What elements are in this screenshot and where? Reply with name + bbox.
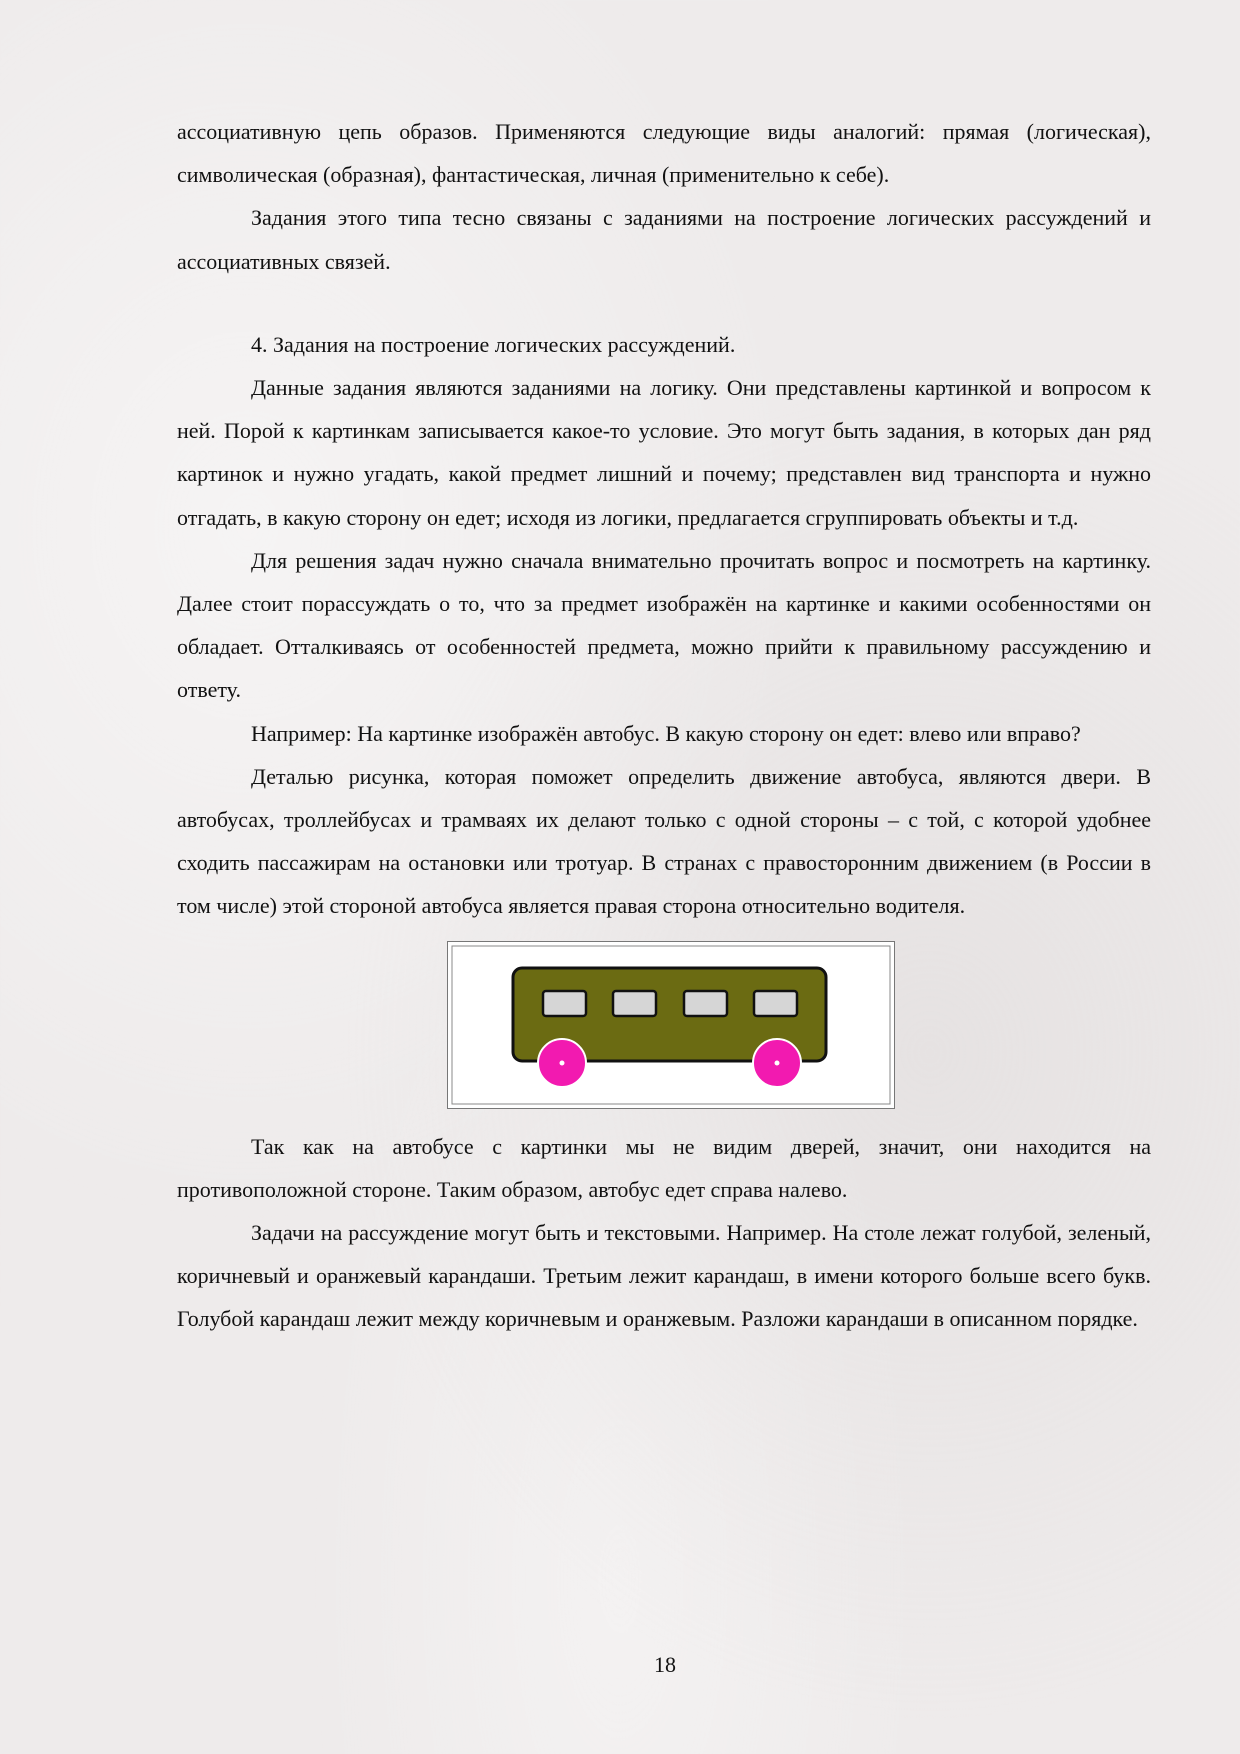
bus-window <box>754 991 797 1016</box>
paragraph-doors: Деталью рисунка, которая поможет определить движение автобуса, являются двери. В автобусах, троллейбусах и трамваях их делают только с одной стороны – с той, с которой удобнее сходить пассажирам на остановки или тротуар. В странах с правосторонним движением (в России в том числе) этой стороной автобуса является правая сторона относительно водителя. <box>177 763 1151 919</box>
paragraph-logic-tasks: Данные задания являются заданиями на логику. Они представлены картинкой и вопросом к ней. Порой к картинкам записывается какое-то условие. Это могут быть задания, в которых дан ряд картинок и нужно угадать, какой предмет лишний и почему; представлен вид транспорта и нужно отгадать, в какую сторону он едет; исходя из логики, предлагается сгруппировать объекты и т.д. <box>177 375 1151 530</box>
section-heading: 4. Задания на построение логических рассуждений. <box>251 331 736 357</box>
bus-window <box>543 991 586 1016</box>
paragraph-conclusion: Так как на автобусе с картинки мы не видим дверей, значит, они находится на противоположной стороне. Таким образом, автобус едет справа налево. <box>177 1133 1151 1202</box>
bus-wheel-hub <box>560 1060 565 1065</box>
paragraph-example: Например: На картинке изображён автобус. В какую сторону он едет: влево или вправо? <box>251 720 1081 746</box>
paragraph-text-tasks: Задачи на рассуждение могут быть и текстовыми. Например. На столе лежат голубой, зеленый, коричневый и оранжевый карандаши. Третьим лежит карандаш, в имени которого больше всего букв. Голубой карандаш лежит между коричневым и оранжевым. Разложи карандаши в описанном порядке. <box>177 1220 1151 1332</box>
document-page <box>177 110 1151 1341</box>
paragraph-task-type: Задания этого типа тесно связаны с заданиями на построение логических рассуждений и ассоциативных связей. <box>177 205 1151 274</box>
bus-window <box>684 991 727 1016</box>
spacer <box>177 283 1151 323</box>
bus-window <box>613 991 656 1016</box>
bus-icon <box>447 941 895 1109</box>
bus-wheel-hub <box>775 1060 780 1065</box>
paragraph-analogies: ассоциативную цепь образов. Применяются следующие виды аналогий: прямая (логическая), символическая (образная), фантастическая, личная (применительно к себе). <box>177 119 1151 188</box>
paragraph-solving: Для решения задач нужно сначала внимательно прочитать вопрос и посмотреть на картинку. Далее стоит порассуждать о то, что за предмет изображён на картинке и какими особенностями он обладает. Отталкиваясь от особенностей предмета, можно прийти к правильному рассуждению и ответу. <box>177 547 1151 703</box>
bus-figure <box>447 941 895 1109</box>
page-number: 18 <box>654 1652 676 1677</box>
